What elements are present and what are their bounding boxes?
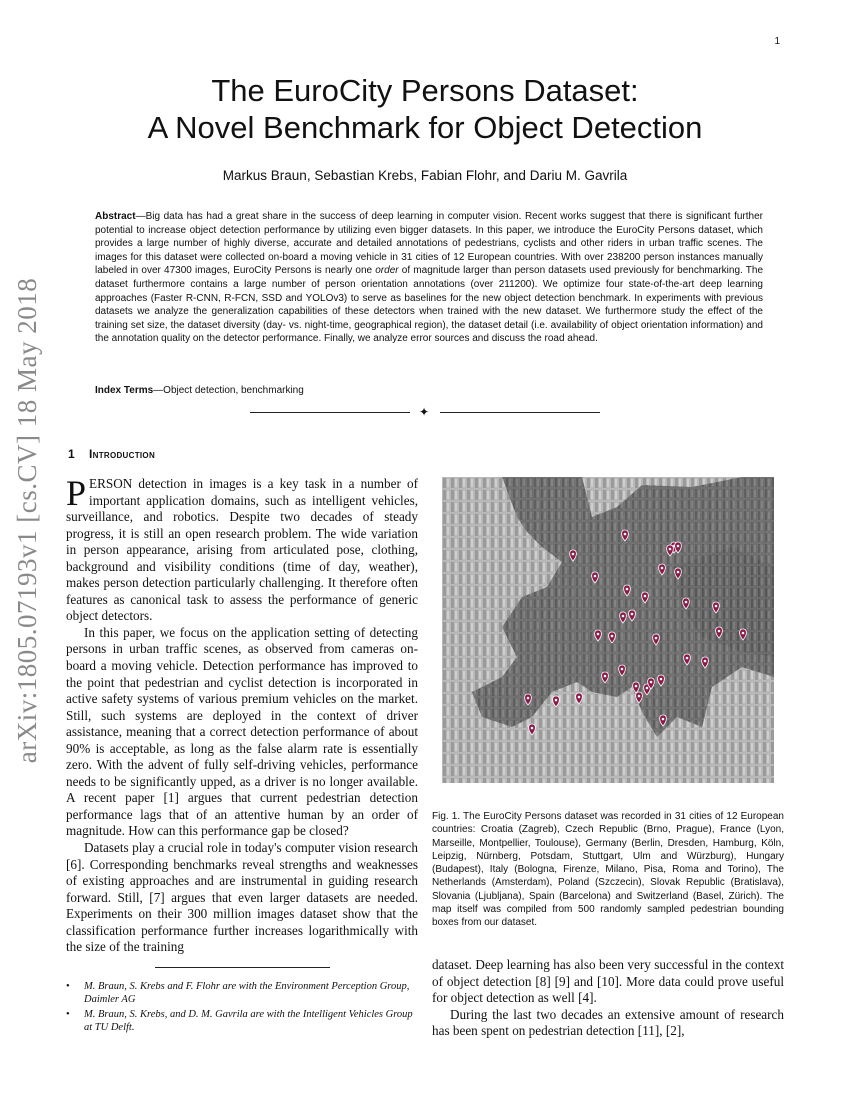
footnote-text: M. Braun, S. Krebs, and D. M. Gavrila are with the Intelligent Vehicles Group at TU Delft. — [84, 1009, 413, 1033]
index-terms — [95, 385, 763, 396]
intro-paragraph-2: In this paper, we focus on the application setting of detecting persons in urban traffic scenes, as observed from cameras on-board a moving vehicle. Detection performance has improved to the point that pedestrian and cyclist detection is incorporated in active safety systems of various premium vehicles on the market. Still, such systems are deployed in the context of driver assistance, meaning that a correct detection performance of about 90% is acceptable, as long as the false alarm rate is essentially zero. With the advent of fully self-driving vehicles, performance needs to be significantly upped, as a driver is no longer available. A recent paper [1] argues that current pedestrian detection performance lags that of an attentive human by an order of magnitude. How can this performance gap be closed? — [66, 624, 418, 839]
page-number: 1 — [774, 36, 780, 47]
right-paragraph-1: dataset. Deep learning has also been very successful in the context of object detection [8] [9] and [10]. More data could prove useful for object detection as well [4]. — [432, 957, 784, 1006]
intro-p1-text: detection in images is a key task in a number of important application domains, such as intelligent vehicles, surveillance, and robotics. Despite two decades of steady progress, it is still an open research problem. The wide variation in person appearance, arising from articulated pose, clothing, background and visibility conditions (time of day, weather), makes person detection particularly challenging. It therefore often features as canonical task to assess the performance of generic object detectors. — [66, 476, 418, 624]
abstract-label: Abstract — [95, 211, 136, 222]
intro-paragraph-3: Datasets play a crucial role in today's computer vision research [6]. Corresponding benchmarks reveal strengths and weaknesses of existing approaches and are instrumental in guiding research forward. Still, [7] argues that even larger datasets are needed. Experiments on their 300 million images dataset show that the classification performance further increases logarithmically with the size of the training — [66, 840, 418, 955]
footnotes — [66, 980, 418, 1036]
index-terms-text: —Object detection, benchmarking — [153, 385, 304, 396]
footnote-rule — [155, 967, 330, 968]
figure-caption: Fig. 1. The EuroCity Persons dataset was recorded in 31 cities of 12 European countries: Croatia (Zagreb), Czech Republic (Brno, Prague), France (Lyon, Marseille, Montpellier, Toulouse), Germany (Berlin, Dresden, Hamburg, Köln, Leipzig, Nürnberg, Potsdam, Stuttgart, Ulm and Würzburg), Hungary (Budapest), Italy (Bologna, Firenze, Milano, Pisa, Roma and Torino), The Netherlands (Amsterdam), Poland (Szczecin), Slovak Republic (Bratislava), Slovania (Ljubljana), Spain (Barcelona) and Switzerland (Basel, Zürich). The map itself was compiled from 500 randomly sampled pedestrian bounding boxes from our dataset. — [432, 811, 784, 929]
europe-map-figure — [442, 477, 774, 783]
abstract — [95, 210, 763, 346]
right-column — [432, 957, 784, 1040]
dropcap-smallcaps: ERSON — [89, 476, 133, 491]
paper-title — [60, 72, 790, 146]
europe-map — [442, 477, 774, 783]
footnote-item — [66, 980, 418, 1006]
divider-diamond-icon: ✦ — [419, 405, 430, 419]
index-terms-label: Index Terms — [95, 385, 154, 396]
authors: Markus Braun, Sebastian Krebs, Fabian Flohr, and Dariu M. Gavrila — [222, 168, 628, 183]
right-paragraph-2: During the last two decades an extensive amount of research has been spent on pedestrian detection [11], [2], — [432, 1006, 784, 1039]
intro-paragraph-1 — [66, 473, 418, 625]
abstract-emph: order — [375, 265, 399, 277]
title-line-1: The EuroCity Persons Dataset: — [211, 73, 639, 108]
abstract-text-2: of magnitude larger than person datasets used previously for benchmarking. The dataset furthermore contains a large number of person orientation annotations (over 211200). We optimize four state-of-the-art deep learning approaches (Faster R-CNN, R-FCN, SSD and YOLOv3) to serve as baselines for the new object detection benchmark. In experiments with previous datasets we analyze the generalization capabilities of these detectors when trained with the new dataset. We furthermore study the effect of the training set size, the dataset diversity (day- vs. night-time, geographical region), the dataset detail (i.e. availability of object orientation information) and the annotation quality on the detector performance. Finally, we analyze error sources and discuss the road ahead. — [95, 265, 764, 345]
abstract-text-1: —Big data has had a great share in the success of deep learning in computer vision. Recent works suggest that there is significant further potential to increase object detection performance by utilizing even bigger datasets. In this paper, we introduce the EuroCity Persons dataset, which provides a large number of highly diverse, accurate and detailed annotations of pedestrians, cyclists and other riders in urban traffic scenes. The images for this dataset were collected on-board a moving vehicle in 31 cities of 12 European countries. With over 238200 person instances manually labeled in over 47300 images, EuroCity Persons is nearly one — [95, 211, 763, 277]
arxiv-stamp — [2, 240, 54, 800]
footnote-item — [66, 1008, 418, 1034]
footnote-text: M. Braun, S. Krebs and F. Flohr are with the Environment Perception Group, Daimler AG — [84, 981, 410, 1005]
divider-line-left — [250, 412, 410, 413]
section-title: Introduction — [88, 447, 156, 461]
section-heading — [68, 447, 155, 461]
arxiv-id: arXiv:1805.07193v1 [cs.CV] 18 May 2018 — [12, 277, 43, 763]
left-column — [66, 473, 418, 956]
dropcap: P — [66, 473, 87, 513]
footnote-bullet: • — [66, 1009, 70, 1020]
footnote-bullet: • — [66, 981, 70, 992]
title-line-2: A Novel Benchmark for Object Detection — [147, 110, 703, 145]
divider-line-right — [440, 412, 600, 413]
section-number: 1 — [68, 447, 75, 461]
section-divider — [250, 405, 600, 419]
